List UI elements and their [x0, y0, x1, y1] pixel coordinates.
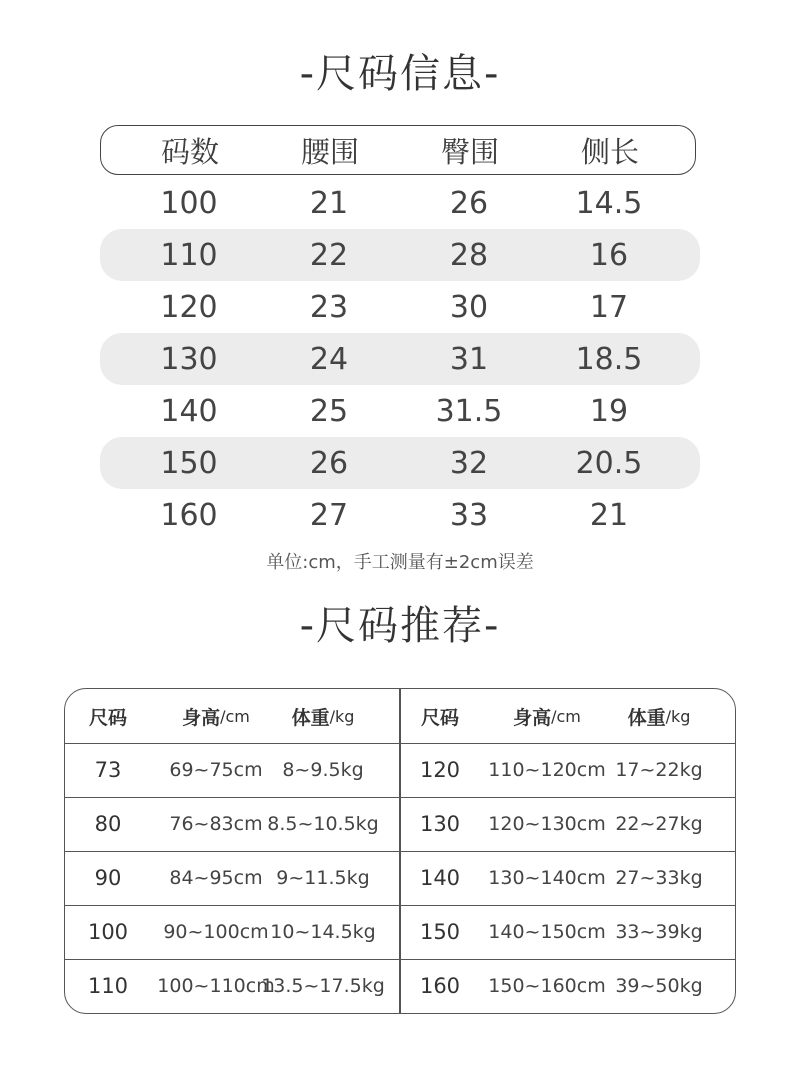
hip-cell: 30 [449, 289, 489, 325]
weight-cell: 39~50kg [615, 975, 703, 997]
size-info-row [100, 177, 700, 229]
header-weight [599, 689, 719, 743]
height-cell: 140~150cm [488, 921, 606, 943]
size-recommendation-title: -尺码推荐- [299, 603, 501, 649]
header-label: 身高 [513, 706, 552, 729]
height-cell: 130~140cm [488, 867, 606, 889]
size-info-row [100, 489, 700, 541]
size-cell: 80 [94, 812, 122, 836]
size-info-row [100, 385, 700, 437]
size-recommendation-table [64, 688, 736, 1014]
size-cell: 150 [419, 920, 461, 944]
hip-cell: 31 [449, 341, 489, 377]
header-label: 体重 [627, 706, 666, 729]
height-cell: 120~130cm [488, 813, 606, 835]
header-height [482, 689, 612, 743]
header-height [156, 689, 276, 743]
height-cell: 110~120cm [488, 759, 606, 781]
size-cell: 130 [419, 812, 461, 836]
hip-cell: 32 [449, 445, 489, 481]
size-cell: 140 [419, 866, 461, 890]
height-cell: 150~160cm [488, 975, 606, 997]
size-info-row [100, 229, 700, 281]
size-info-row [100, 281, 700, 333]
side-length-cell: 21 [589, 497, 629, 533]
size-cell: 90 [94, 866, 122, 890]
size-cell: 73 [94, 758, 122, 782]
side-length-cell: 14.5 [575, 185, 643, 221]
weight-cell: 10~14.5kg [270, 921, 376, 943]
waist-cell: 24 [309, 341, 349, 377]
weight-cell: 13.5~17.5kg [261, 975, 385, 997]
size-info-title: -尺码信息- [299, 51, 501, 97]
size-cell: 110 [87, 974, 129, 998]
waist-cell: 22 [309, 237, 349, 273]
height-cell: 76~83cm [169, 813, 263, 835]
size-code-cell: 100 [160, 185, 218, 221]
size-cell: 100 [87, 920, 129, 944]
waist-cell: 27 [309, 497, 349, 533]
hip-cell: 26 [449, 185, 489, 221]
height-cell: 90~100cm [163, 921, 269, 943]
weight-cell: 27~33kg [615, 867, 703, 889]
header-unit: /kg [665, 706, 691, 726]
size-info-row [100, 437, 700, 489]
side-length-cell: 19 [589, 393, 629, 429]
waist-cell: 21 [309, 185, 349, 221]
header-size [68, 689, 148, 743]
header-side-length: 侧长 [580, 134, 639, 169]
weight-cell: 22~27kg [615, 813, 703, 835]
weight-cell: 8.5~10.5kg [267, 813, 379, 835]
size-cell: 120 [419, 758, 461, 782]
header-unit: /kg [329, 706, 355, 726]
height-cell: 84~95cm [169, 867, 263, 889]
weight-cell: 33~39kg [615, 921, 703, 943]
height-cell: 69~75cm [169, 759, 263, 781]
header-label: 尺码 [88, 706, 127, 729]
header-size [400, 689, 480, 743]
hip-cell: 28 [449, 237, 489, 273]
size-cell: 160 [419, 974, 461, 998]
header-label: 体重 [291, 706, 330, 729]
hip-cell: 31.5 [435, 393, 503, 429]
side-length-cell: 20.5 [575, 445, 643, 481]
height-cell: 100~110cm [157, 975, 275, 997]
header-hip: 臀围 [440, 134, 499, 169]
header-unit: /cm [551, 706, 581, 726]
header-label: 尺码 [420, 706, 459, 729]
side-length-cell: 17 [589, 289, 629, 325]
weight-cell: 17~22kg [615, 759, 703, 781]
weight-cell: 8~9.5kg [282, 759, 364, 781]
header-unit: /cm [220, 706, 250, 726]
header-weight [263, 689, 383, 743]
size-code-cell: 150 [160, 445, 218, 481]
header-size-code: 码数 [160, 134, 219, 169]
waist-cell: 23 [309, 289, 349, 325]
size-code-cell: 130 [160, 341, 218, 377]
header-waist: 腰围 [300, 134, 359, 169]
weight-cell: 9~11.5kg [276, 867, 370, 889]
size-code-cell: 160 [160, 497, 218, 533]
size-code-cell: 140 [160, 393, 218, 429]
hip-cell: 33 [449, 497, 489, 533]
waist-cell: 25 [309, 393, 349, 429]
side-length-cell: 18.5 [575, 341, 643, 377]
header-label: 身高 [182, 706, 221, 729]
size-code-cell: 110 [160, 237, 218, 273]
side-length-cell: 16 [589, 237, 629, 273]
size-code-cell: 120 [160, 289, 218, 325]
size-info-row [100, 333, 700, 385]
size-info-header [100, 125, 696, 175]
measurement-note: 单位:cm，手工测量有±2cm误差 [266, 552, 534, 573]
waist-cell: 26 [309, 445, 349, 481]
